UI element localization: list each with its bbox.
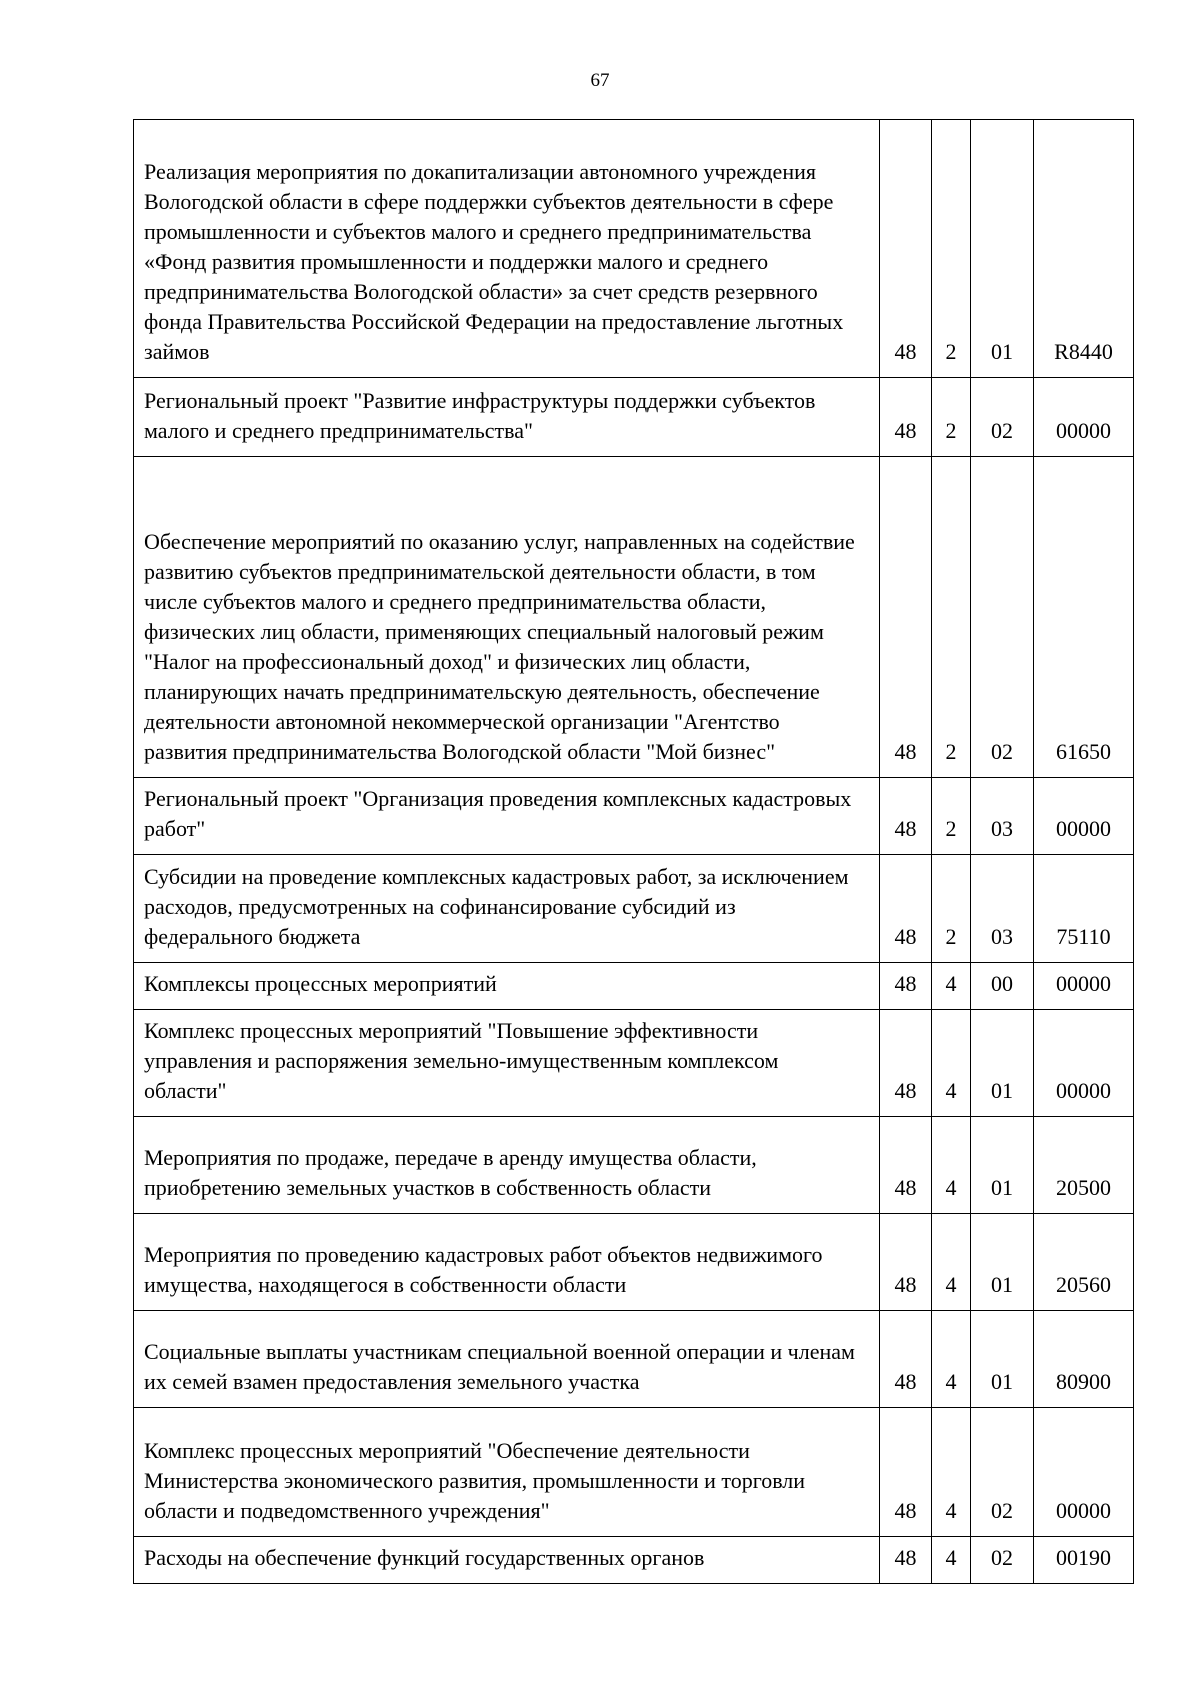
program-code: 48 bbox=[880, 1214, 932, 1311]
row-description: Региональный проект "Организация проведения комплексных кадастровых работ" bbox=[134, 778, 880, 855]
structural-element-code: 02 bbox=[971, 1408, 1034, 1537]
subprogram-type-code: 2 bbox=[932, 855, 971, 963]
expense-direction-code: 20560 bbox=[1034, 1214, 1134, 1311]
subprogram-type-code: 4 bbox=[932, 1311, 971, 1408]
program-code: 48 bbox=[880, 1117, 932, 1214]
page-number: 67 bbox=[590, 70, 610, 91]
row-description: Комплексы процессных мероприятий bbox=[134, 963, 880, 1010]
subprogram-type-code: 2 bbox=[932, 120, 971, 378]
structural-element-code: 03 bbox=[971, 778, 1034, 855]
row-description: Обеспечение мероприятий по оказанию услуг, направленных на содействие развитию субъектов предпринимательской деятельности области, в том числе субъектов малого и среднего предпринимательства области, физических лиц области, применяющих специальный налоговый режим "Налог на профессиональный доход" и физических лиц области, планирующих начать предпринимательскую деятельность, обеспечение деятельности автономной некоммерческой организации "Агентство развития предпринимательства Вологодской области "Мой бизнес" bbox=[134, 457, 880, 778]
program-code: 48 bbox=[880, 1408, 932, 1537]
structural-element-code: 01 bbox=[971, 1117, 1034, 1214]
program-code: 48 bbox=[880, 855, 932, 963]
program-code: 48 bbox=[880, 1537, 932, 1584]
row-description: Региональный проект "Развитие инфраструктуры поддержки субъектов малого и среднего предпринимательства" bbox=[134, 378, 880, 457]
subprogram-type-code: 4 bbox=[932, 1010, 971, 1117]
expense-direction-code: 00000 bbox=[1034, 1408, 1134, 1537]
row-description: Субсидии на проведение комплексных кадастровых работ, за исключением расходов, предусмотренных на софинансирование субсидий из федерального бюджета bbox=[134, 855, 880, 963]
row-description: Социальные выплаты участникам специальной военной операции и членам их семей взамен предоставления земельного участка bbox=[134, 1311, 880, 1408]
row-description: Мероприятия по продаже, передаче в аренду имущества области, приобретению земельных участков в собственность области bbox=[134, 1117, 880, 1214]
table-row bbox=[134, 1408, 1134, 1537]
subprogram-type-code: 2 bbox=[932, 778, 971, 855]
row-description: Комплекс процессных мероприятий "Обеспечение деятельности Министерства экономического развития, промышленности и торговли области и подведомственного учреждения" bbox=[134, 1408, 880, 1537]
expense-direction-code: 80900 bbox=[1034, 1311, 1134, 1408]
program-code: 48 bbox=[880, 778, 932, 855]
table-row bbox=[134, 378, 1134, 457]
structural-element-code: 00 bbox=[971, 963, 1034, 1010]
structural-element-code: 01 bbox=[971, 120, 1034, 378]
structural-element-code: 01 bbox=[971, 1214, 1034, 1311]
subprogram-type-code: 2 bbox=[932, 378, 971, 457]
row-description: Комплекс процессных мероприятий "Повышение эффективности управления и распоряжения земельно-имущественным комплексом области" bbox=[134, 1010, 880, 1117]
subprogram-type-code: 4 bbox=[932, 1537, 971, 1584]
subprogram-type-code: 4 bbox=[932, 963, 971, 1010]
expense-direction-code: 00000 bbox=[1034, 378, 1134, 457]
program-code: 48 bbox=[880, 378, 932, 457]
subprogram-type-code: 4 bbox=[932, 1117, 971, 1214]
row-description: Расходы на обеспечение функций государственных органов bbox=[134, 1537, 880, 1584]
structural-element-code: 02 bbox=[971, 378, 1034, 457]
structural-element-code: 01 bbox=[971, 1010, 1034, 1117]
table-row bbox=[134, 1214, 1134, 1311]
expense-direction-code: 00000 bbox=[1034, 963, 1134, 1010]
program-code: 48 bbox=[880, 1311, 932, 1408]
expense-direction-code: 61650 bbox=[1034, 457, 1134, 778]
subprogram-type-code: 2 bbox=[932, 457, 971, 778]
structural-element-code: 02 bbox=[971, 1537, 1034, 1584]
table-row bbox=[134, 1117, 1134, 1214]
table-row bbox=[134, 120, 1134, 378]
budget-classification-table bbox=[133, 119, 1134, 1584]
table-row bbox=[134, 1311, 1134, 1408]
table-row bbox=[134, 457, 1134, 778]
program-code: 48 bbox=[880, 1010, 932, 1117]
expense-direction-code: 75110 bbox=[1034, 855, 1134, 963]
expense-direction-code: 00190 bbox=[1034, 1537, 1134, 1584]
table-row bbox=[134, 1010, 1134, 1117]
expense-direction-code: R8440 bbox=[1034, 120, 1134, 378]
program-code: 48 bbox=[880, 963, 932, 1010]
structural-element-code: 01 bbox=[971, 1311, 1034, 1408]
structural-element-code: 02 bbox=[971, 457, 1034, 778]
table-row bbox=[134, 778, 1134, 855]
expense-direction-code: 20500 bbox=[1034, 1117, 1134, 1214]
row-description: Мероприятия по проведению кадастровых работ объектов недвижимого имущества, находящегося в собственности области bbox=[134, 1214, 880, 1311]
table-row bbox=[134, 963, 1134, 1010]
program-code: 48 bbox=[880, 120, 932, 378]
table-row bbox=[134, 1537, 1134, 1584]
expense-direction-code: 00000 bbox=[1034, 1010, 1134, 1117]
structural-element-code: 03 bbox=[971, 855, 1034, 963]
program-code: 48 bbox=[880, 457, 932, 778]
expense-direction-code: 00000 bbox=[1034, 778, 1134, 855]
table-row bbox=[134, 855, 1134, 963]
subprogram-type-code: 4 bbox=[932, 1408, 971, 1537]
row-description: Реализация мероприятия по докапитализации автономного учреждения Вологодской области в сфере поддержки субъектов деятельности в сфере промышленности и субъектов малого и среднего предпринимательства «Фонд развития промышленности и поддержки малого и среднего предпринимательства Вологодской области» за счет средств резервного фонда Правительства Российской Федерации на предоставление льготных займов bbox=[134, 120, 880, 378]
subprogram-type-code: 4 bbox=[932, 1214, 971, 1311]
